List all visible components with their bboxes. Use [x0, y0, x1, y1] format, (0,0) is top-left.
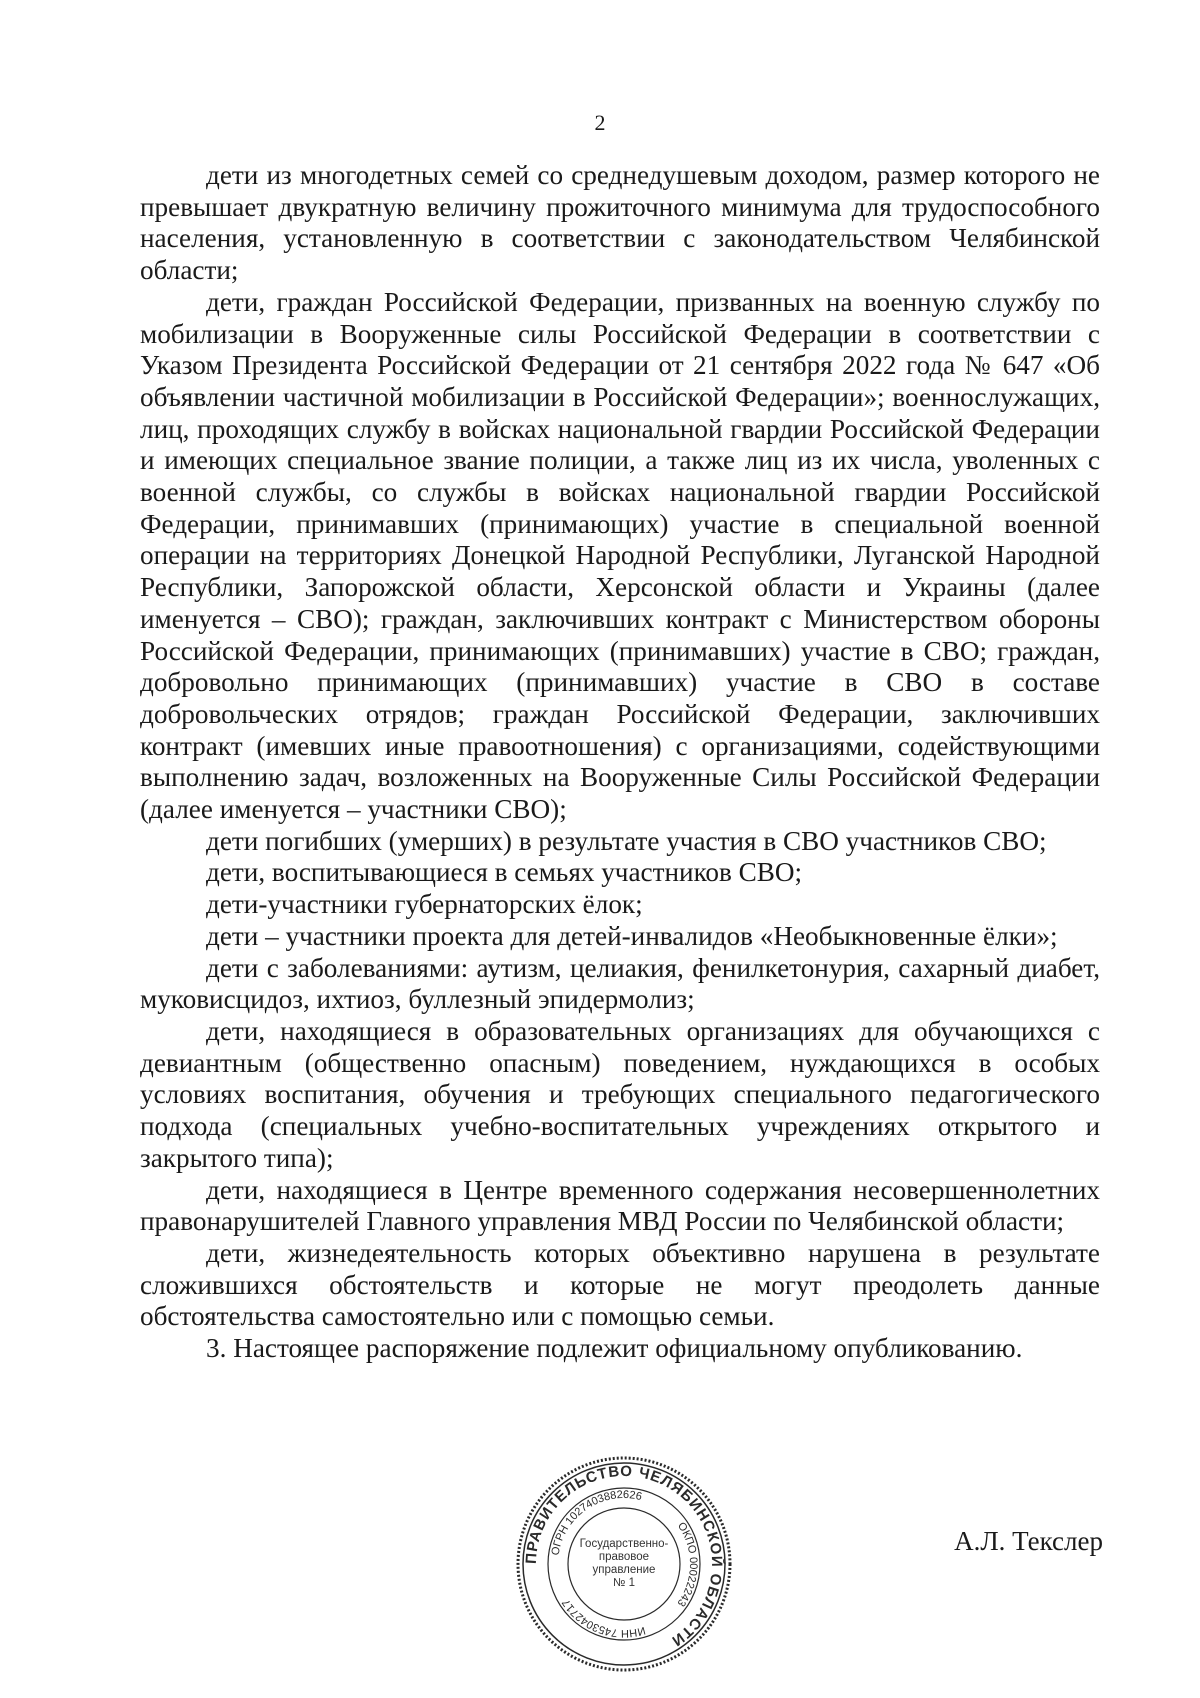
- seal-outer-text: ПРАВИТЕЛЬСТВО ЧЕЛЯБИНСКОЙ ОБЛАСТИ: [522, 1462, 726, 1650]
- svg-text:ОКПО 00022243: [675, 1520, 700, 1608]
- paragraph-extraordinary-trees-project: дети – участники проекта для детей-инвалидов «Необыкновенные ёлки»;: [206, 920, 1058, 951]
- page-number: 2: [594, 110, 606, 135]
- paragraph-svo-participants: дети, граждан Российской Федерации, призванных на военную службу по мобилизации в Вооруженные силы Российской Федерации в соответствии с Указом Президента Российской Федерации от 21 сентября 2022 года № 647 «Об объявлении частичной мобилизации в Российской Федерации»; военнослужащих, лиц, проходящих службу в войсках национальной гвардии Российской Федерации и имеющих специальное звание полиции, а также лиц из их числа, уволенных с военной службы, со службы в войсках национальной гвардии Российской Федерации, принимавших (принимающих) участие в специальной военной операции на территориях Донецкой Народной Республики, Луганской Народной Республики, Запорожской области, Херсонской области и Украины (далее именуется – СВО); граждан, заключивших контракт с Министерством обороны Российской Федерации, принимающих (принимавших) участие в СВО; граждан, добровольно принимающих (принимавших) участие в СВО в составе добровольческих отрядов; граждан Российской Федерации, заключивших контракт (имевших иные правоотношения) с организациями, содействующими выполнению задач, возложенных на Вооруженные Силы Российской Федерации (далее именуется – участники СВО);: [140, 286, 1100, 825]
- paragraph-children-of-fallen: дети погибших (умерших) в результате участия в СВО участников СВО;: [206, 825, 1047, 856]
- seal-center-line: управление: [592, 1564, 656, 1576]
- paragraph-children-with-diseases: дети с заболеваниями: аутизм, целиакия, фенилкетонурия, сахарный диабет, муковисцидоз, ихтиоз, буллезный эпидермолиз;: [140, 952, 1100, 1015]
- seal-center-line: Государственно-: [579, 1538, 669, 1550]
- paragraph-large-families: дети из многодетных семей со среднедушевым доходом, размер которого не превышает двукратную величину прожиточного минимума для трудоспособного населения, установленную в соответствии с законодательством Челябинской области;: [140, 160, 1100, 286]
- seal-center-line: правовое: [598, 1551, 650, 1563]
- paragraph-children-in-svo-families: дети, воспитывающиеся в семьях участников СВО;: [206, 857, 803, 888]
- seal-center-line: № 1: [613, 1577, 635, 1589]
- seal-okpo-text: ОКПО 00022243: [674, 1520, 700, 1609]
- paragraph-difficult-circumstances: дети, жизнедеятельность которых объективно нарушена в результате сложившихся обстоятельств и которые не могут преодолеть данные обстоятельства самостоятельно или с помощью семьи.: [140, 1237, 1100, 1332]
- seal-center-text: [578, 1513, 670, 1615]
- document-body: [140, 160, 1100, 1365]
- seal-inn-text: ИНН 7453042717: [560, 1596, 647, 1640]
- paragraph-governor-tree-participants: дети-участники губернаторских ёлок;: [206, 889, 643, 920]
- paragraph-deviant-behaviour-institutions: дети, находящиеся в образовательных организациях для обучающихся с девиантным (общественно опасным) поведением, нуждающихся в особых условиях воспитания, обучения и требующих специального педагогического подхода (специальных учебно-воспитательных учреждениях открытого и закрытого типа);: [140, 1015, 1100, 1173]
- paragraph-publication-clause: 3. Настоящее распоряжение подлежит официальному опубликованию.: [206, 1333, 1023, 1364]
- seal-ogrn-text: ОГРН 1027403882626: [549, 1488, 644, 1557]
- signatory-name: А.Л. Текслер: [954, 1526, 1103, 1556]
- official-seal: [515, 1455, 733, 1673]
- paragraph-detention-center: дети, находящиеся в Центре временного содержания несовершеннолетних правонарушителей Главного управления МВД России по Челябинской области;: [140, 1174, 1100, 1237]
